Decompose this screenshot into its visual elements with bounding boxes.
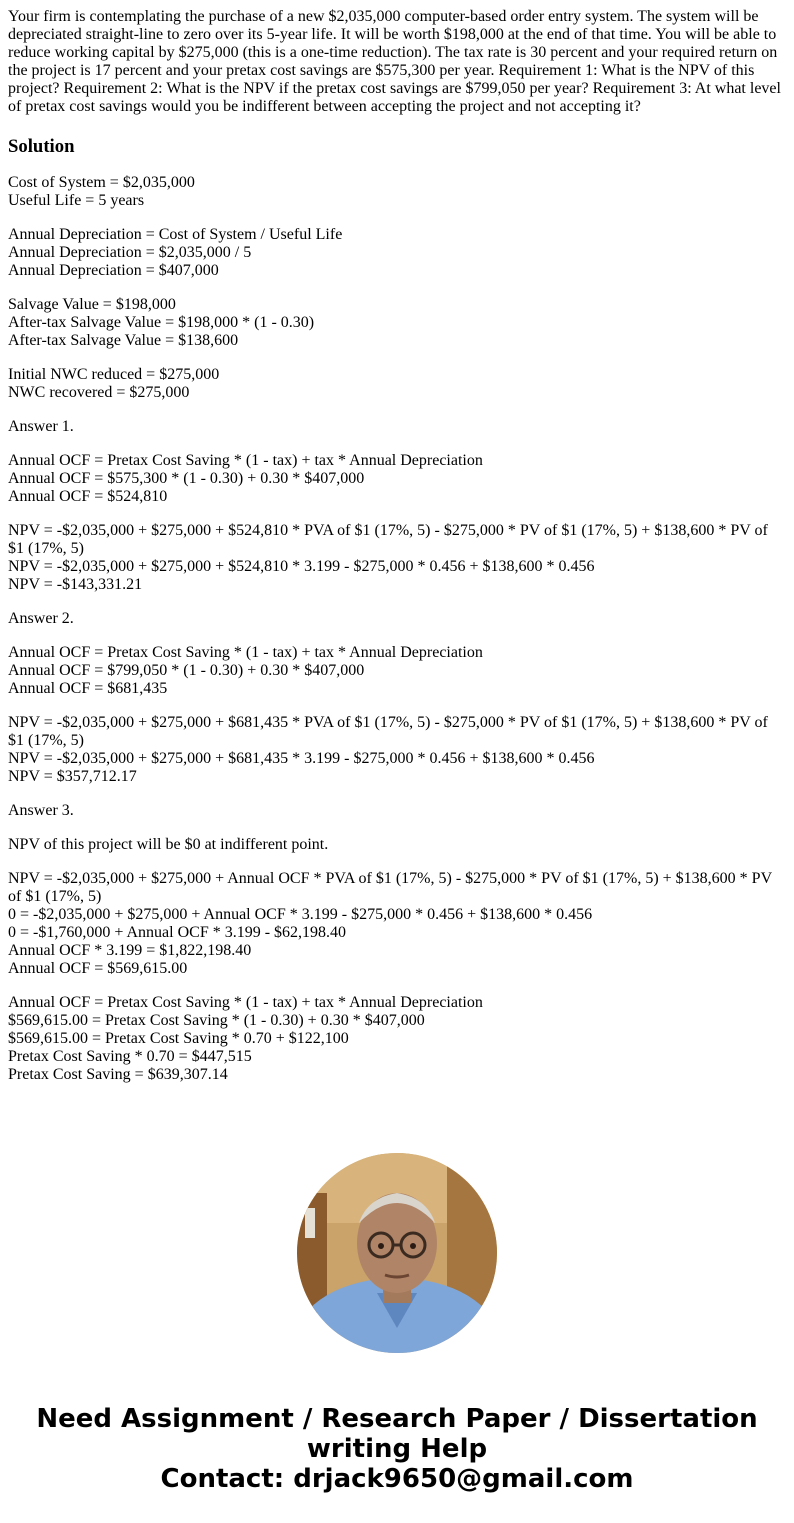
solution-paragraph	[8, 418, 786, 436]
solution-line: NPV = -$2,035,000 + $275,000 + Annual OCF * PVA of $1 (17%, 5) - $275,000 * PV of $1 (17%, 5) + $138,600 * PV of $1 (17%, 5)	[8, 870, 772, 905]
solution-paragraph	[8, 610, 786, 628]
footer-line-1: Need Assignment / Research Paper / Dissertation	[36, 1404, 758, 1434]
solution-paragraph	[8, 994, 786, 1084]
footer-line-3: Contact: drjack9650@gmail.com	[160, 1464, 634, 1494]
solution-line: NPV of this project will be $0 at indifferent point.	[8, 836, 329, 853]
solution-line: Annual OCF = Pretax Cost Saving * (1 - tax) + tax * Annual Depreciation	[8, 644, 483, 661]
solution-line: Answer 1.	[8, 418, 74, 435]
solution-line: Annual OCF = Pretax Cost Saving * (1 - tax) + tax * Annual Depreciation	[8, 452, 483, 469]
solution-line: NPV = -$2,035,000 + $275,000 + $681,435 * PVA of $1 (17%, 5) - $275,000 * PV of $1 (17%, 5) + $138,600 * PV of $1 (17%, 5)	[8, 714, 768, 749]
solution-paragraph	[8, 802, 786, 820]
solution-line: Annual OCF = $681,435	[8, 680, 168, 697]
solution-line: Answer 2.	[8, 610, 74, 627]
solution-paragraph	[8, 174, 786, 210]
solution-line: $569,615.00 = Pretax Cost Saving * 0.70 + $122,100	[8, 1030, 349, 1047]
solution-line: Annual OCF * 3.199 = $1,822,198.40	[8, 942, 252, 959]
footer-line-2: writing Help	[306, 1434, 488, 1464]
solution-paragraph	[8, 296, 786, 350]
solution-line: Annual Depreciation = Cost of System / Useful Life	[8, 226, 343, 243]
solution-line: Annual OCF = $799,050 * (1 - 0.30) + 0.30 * $407,000	[8, 662, 365, 679]
solution-line: 0 = -$2,035,000 + $275,000 + Annual OCF * 3.199 - $275,000 * 0.456 + $138,600 * 0.456	[8, 906, 593, 923]
contact-footer	[0, 1404, 794, 1494]
solution-line: Pretax Cost Saving = $639,307.14	[8, 1066, 228, 1083]
document-content	[8, 8, 786, 1084]
solution-heading: Solution	[8, 136, 75, 157]
solution-line: Cost of System = $2,035,000	[8, 174, 195, 191]
solution-line: Annual OCF = $569,615.00	[8, 960, 188, 977]
solution-paragraph	[8, 714, 786, 786]
solution-paragraph	[8, 226, 786, 280]
author-avatar	[297, 1153, 497, 1353]
author-photo	[297, 1153, 497, 1353]
solution-paragraph	[8, 452, 786, 506]
solution-paragraph	[8, 522, 786, 594]
solution-line: Annual Depreciation = $2,035,000 / 5	[8, 244, 252, 261]
solution-line: After-tax Salvage Value = $138,600	[8, 332, 239, 349]
solution-line: Useful Life = 5 years	[8, 192, 145, 209]
solution-line: 0 = -$1,760,000 + Annual OCF * 3.199 - $62,198.40	[8, 924, 347, 941]
solution-line: $569,615.00 = Pretax Cost Saving * (1 - 0.30) + 0.30 * $407,000	[8, 1012, 425, 1029]
solution-paragraph	[8, 644, 786, 698]
solution-paragraph	[8, 870, 786, 978]
solution-line: Annual OCF = $524,810	[8, 488, 168, 505]
solution-line: NPV = -$143,331.21	[8, 576, 143, 593]
solution-line: Annual OCF = $575,300 * (1 - 0.30) + 0.30 * $407,000	[8, 470, 365, 487]
solution-line: NPV = $357,712.17	[8, 768, 137, 785]
solution-line: After-tax Salvage Value = $198,000 * (1 - 0.30)	[8, 314, 315, 331]
solution-line: NWC recovered = $275,000	[8, 384, 190, 401]
question-text: Your firm is contemplating the purchase of a new $2,035,000 computer-based order entry system. The system will be depreciated straight-line to zero over its 5-year life. It will be worth $198,000 at the end of that time. You will be able to reduce working capital by $275,000 (this is a one-time reduction). The tax rate is 30 percent and your required return on the project is 17 percent and your pretax cost savings are $575,300 per year. Requirement 1: What is the NPV of this project? Requirement 2: What is the NPV if the pretax cost savings are $799,050 per year? Requirement 3: At what level of pretax cost savings would you be indifferent between accepting the project and not accepting it?	[8, 8, 781, 115]
solution-paragraph	[8, 836, 786, 854]
solution-body	[8, 174, 786, 1084]
solution-line: NPV = -$2,035,000 + $275,000 + $524,810 * 3.199 - $275,000 * 0.456 + $138,600 * 0.456	[8, 558, 595, 575]
solution-line: NPV = -$2,035,000 + $275,000 + $681,435 * 3.199 - $275,000 * 0.456 + $138,600 * 0.456	[8, 750, 595, 767]
solution-paragraph	[8, 366, 786, 402]
solution-line: Annual Depreciation = $407,000	[8, 262, 219, 279]
solution-line: Pretax Cost Saving * 0.70 = $447,515	[8, 1048, 252, 1065]
solution-line: NPV = -$2,035,000 + $275,000 + $524,810 * PVA of $1 (17%, 5) - $275,000 * PV of $1 (17%, 5) + $138,600 * PV of $1 (17%, 5)	[8, 522, 768, 557]
solution-line: Salvage Value = $198,000	[8, 296, 176, 313]
solution-line: Annual OCF = Pretax Cost Saving * (1 - tax) + tax * Annual Depreciation	[8, 994, 483, 1011]
solution-line: Answer 3.	[8, 802, 74, 819]
solution-line: Initial NWC reduced = $275,000	[8, 366, 220, 383]
